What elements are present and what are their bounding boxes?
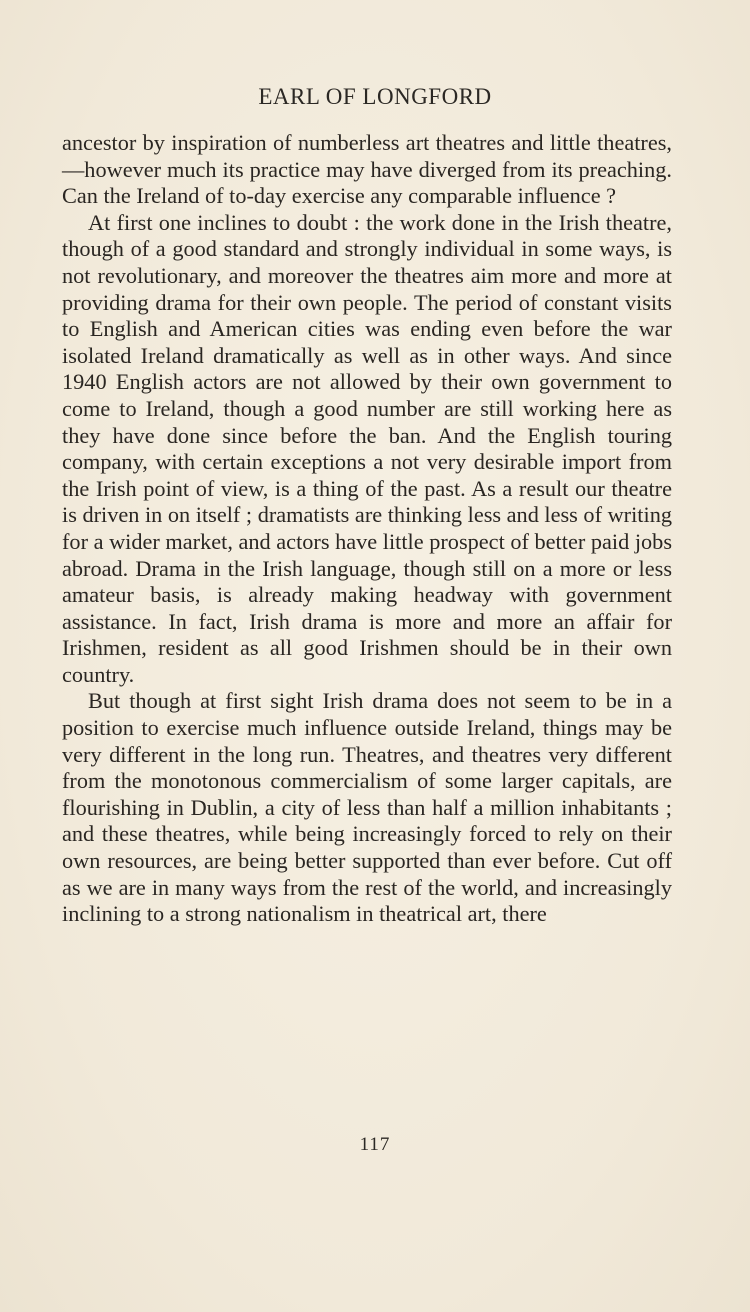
body-text <box>62 130 672 928</box>
paragraph-2: At first one inclines to doubt : the work done in the Irish theatre, though of a good standard and strongly individual in some ways, is not revolutionary, and moreover the theatres aim more and more at providing drama for their own people. The period of constant visits to English and American cities was ending even before the war isolated Ireland dramatically as well as in other ways. And since 1940 English actors are not allowed by their own government to come to Ireland, though a good number are still working here as they have done since before the ban. And the English touring company, with certain exceptions a not very desirable import from the Irish point of view, is a thing of the past. As a result our theatre is driven in on itself ; dramatists are thinking less and less of writing for a wider market, and actors have little prospect of better paid jobs abroad. Drama in the Irish language, though still on a more or less amateur basis, is already making headway with government assistance. In fact, Irish drama is more and more an affair for Irishmen, resident as all good Irishmen should be in their own country. <box>62 209 672 687</box>
paragraph-3: But though at first sight Irish drama does not seem to be in a position to exercise much influence outside Ireland, things may be very different in the long run. Theatres, and theatres very different from the monotonous commercialism of some larger capitals, are flourishing in Dublin, a city of less than half a million inhabitants ; and these theatres, while being increasingly forced to rely on their own resources, are being better supported than ever before. Cut off as we are in many ways from the rest of the world, and increasingly inclining to a strong nationalism in theatrical art, there <box>62 688 672 927</box>
paragraph-1: ancestor by inspiration of numberless art theatres and little theatres,—however much its practice may have diverged from its preaching. Can the Ireland of to-day exercise any comparable influence ? <box>62 130 672 209</box>
page-number: 117 <box>359 1134 391 1155</box>
running-head: EARL OF LONGFORD <box>258 84 492 109</box>
